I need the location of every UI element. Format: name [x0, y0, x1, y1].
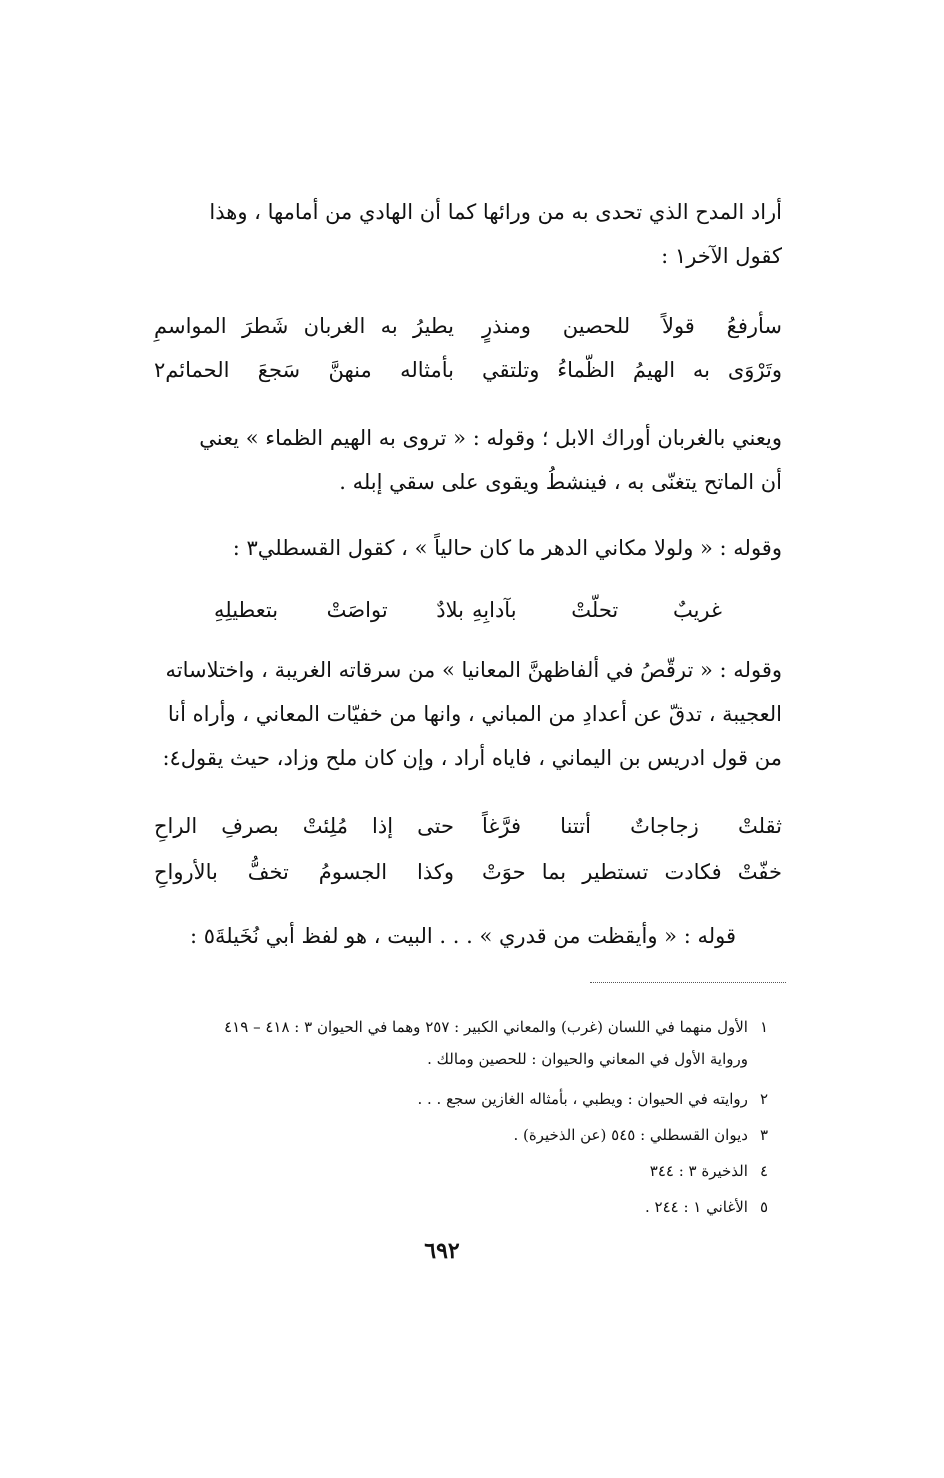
verse-first-hemistich: خفّتْ فكادت تستطير بما حوَتْ [482, 860, 782, 884]
footnote-text: روايته في الحيوان : ويطبي ، بأمثاله الغازين سجع . . . [417, 1090, 748, 1108]
text-line: ويعني بالغربان أوراك الابل ؛ وقوله : « تروى به الهيم الظماء » يعني [199, 426, 782, 450]
footnote-number: ١ [759, 1018, 768, 1036]
text-line: من قول ادريس بن اليماني ، فاياه أراد ، وإن كان ملح وزاد، حيث يقول٤: [162, 746, 782, 770]
footnote-number: ٤ [759, 1162, 768, 1180]
footnote-text: ورواية الأول في المعاني والحيوان : للحصين ومالك . [427, 1050, 748, 1068]
verse-first-hemistich: سأرفعُ قولاً للحصين ومنذرٍ [482, 314, 782, 338]
text-line: وقوله : « ترقّصُ في ألفاظهنَّ المعانيا » من سرقاته الغريبة ، واختلاساته [165, 658, 782, 682]
footnote-3 [513, 1124, 768, 1146]
verse-second-hemistich: بأمثاله منهنَّ سَجعَ الحمائم٢ [154, 358, 454, 382]
verse-first-hemistich: ثقلتْ زجاجاتٌ أتتنا فرَّغاً [482, 814, 782, 838]
text-line: أن الماتح يتغنّى به ، فينشطُ ويقوى على سقي إبله . [339, 470, 782, 494]
text-line: كقول الآخر١ : [661, 244, 782, 268]
footnote-number: ٥ [759, 1198, 768, 1216]
verse-second-hemistich: يطيرُ به الغربان شَطرَ المواسمِ [154, 314, 454, 338]
footnote-text: الأول منهما في اللسان (غرب) والمعاني الكبير : ٢٥٧ وهما في الحيوان ٣ : ٤١٨ – ٤١٩ [224, 1018, 748, 1036]
verse-first-hemistich: وتَرْوَى به الهيمُ الظّماءُ وتلتقي [482, 358, 782, 382]
verse-second-hemistich: حتى إذا مُلِئتْ بصرفِ الراحِ [154, 814, 454, 838]
paragraph-4 [162, 648, 782, 780]
footnote-4 [650, 1160, 768, 1182]
paragraph-3 [162, 526, 782, 570]
text-line: قوله : « وأيقظت من قدري » . . . البيت ، هو لفظ أبي نُخَيلةَ٥ : [190, 924, 736, 948]
verse-second-hemistich: وكذا الجسومُ تخفُّ بالأرواحِ [154, 860, 454, 884]
footnote-text: الأغاني ١ : ٢٤٤ . [644, 1198, 748, 1216]
footnote-number: ٢ [759, 1090, 768, 1108]
footnote-1-continued [427, 1048, 748, 1070]
verse-1 [154, 304, 782, 348]
footnote-5 [645, 1196, 768, 1218]
footnote-1 [224, 1016, 768, 1038]
verse-first-hemistich: غريبٌ تحلّتْ بآدابِهِ [472, 598, 722, 622]
footnote-text: ديوان القسطلي : ٥٤٥ (عن الذخيرة) . [513, 1126, 748, 1144]
verse-second-hemistich: بلادٌ تواصَتْ بتعطيلِهِ [214, 598, 464, 622]
text-line: أراد المدح الذي تحدى به من ورائها كما أن الهادي من أمامها ، وهذا [209, 200, 782, 224]
paragraph-2 [162, 416, 782, 504]
verse-5 [154, 850, 782, 894]
paragraph-1 [162, 190, 782, 278]
verse-4 [154, 804, 782, 848]
footnote-text: الذخيرة ٣ : ٣٤٤ [649, 1162, 748, 1180]
paragraph-5 [162, 914, 782, 958]
page-number: ٦٩٢ [424, 1238, 460, 1264]
footnote-number: ٣ [759, 1126, 768, 1144]
text-line: العجيبة ، تدقّ عن أعدادِ من المباني ، وانها من خفيّات المعاني ، وأراه أنا [167, 702, 782, 726]
footnote-divider [590, 982, 786, 983]
footnote-2 [417, 1088, 768, 1110]
text-line: وقوله : « ولولا مكاني الدهر ما كان حالياً » ، كقول القسطلي٣ : [232, 536, 782, 560]
verse-3 [154, 588, 782, 632]
verse-2 [154, 348, 782, 392]
